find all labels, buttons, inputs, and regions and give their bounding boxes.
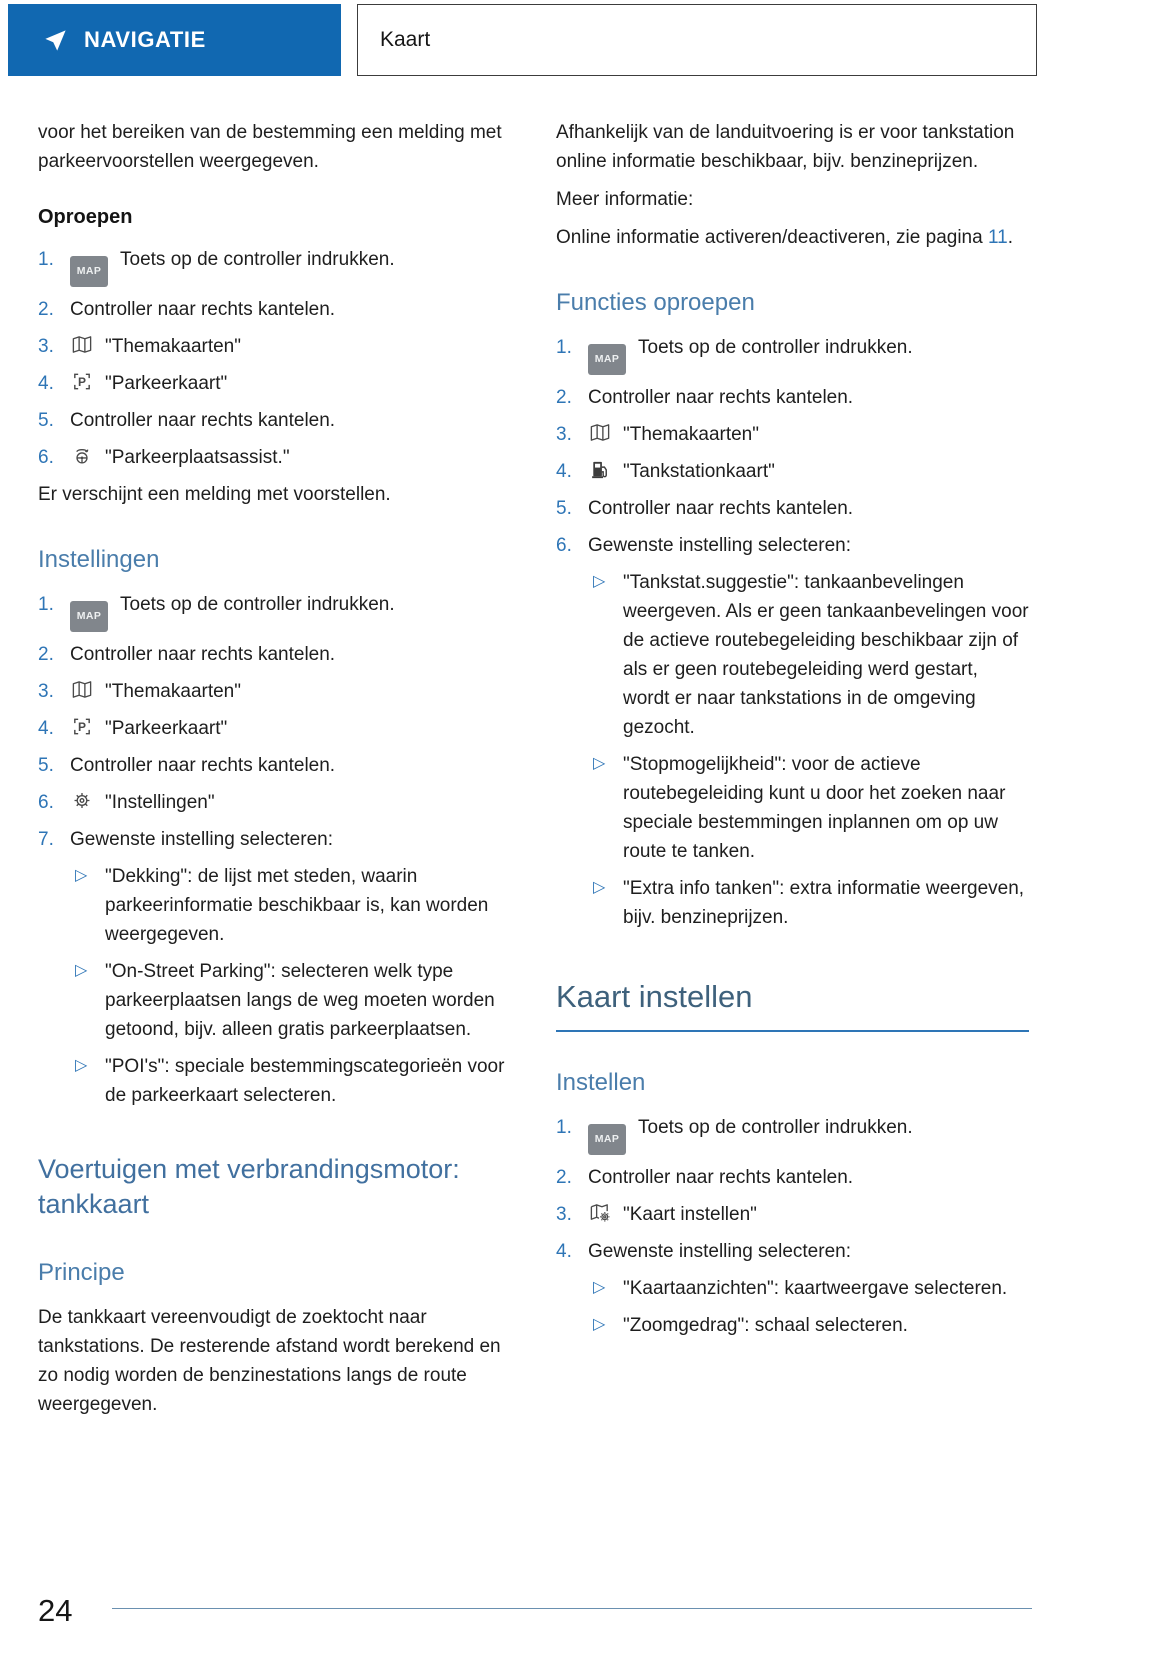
list-number: 6. (38, 792, 54, 813)
list-text: Gewenste instelling selecteren: (588, 1241, 851, 1262)
map-button-icon: MAP (70, 601, 108, 632)
list-text: Controller naar rechts kantelen. (588, 498, 854, 519)
parkeerkaart-icon (70, 370, 94, 393)
functies-list (556, 333, 1029, 932)
bullet-text: "Extra info tanken": extra informatie weergeven, bijv. benzineprijzen. (623, 878, 1025, 928)
online-informatie-paragraph (556, 223, 1029, 252)
list-text: "Parkeerkaart" (105, 718, 228, 739)
list-item (38, 369, 511, 398)
list-text: Controller naar rechts kantelen. (70, 755, 336, 776)
bullet-text: "POI's": speciale bestemmingscategorieën voor de parkeerkaart selecteren. (105, 1056, 505, 1106)
list-number: 5. (38, 410, 54, 431)
list-text: "Kaart instellen" (623, 1204, 757, 1225)
bullet-item (556, 874, 1029, 932)
list-text: Toets op de controller indrukken. (638, 337, 913, 358)
list-item (38, 788, 511, 817)
list-text: "Tankstationkaart" (623, 461, 775, 482)
list-text: Toets op de controller indrukken. (638, 1117, 913, 1138)
list-number: 5. (38, 755, 54, 776)
instellingen-list (38, 590, 511, 1110)
bullet-text: "On-Street Parking": selecteren welk type parkeerplaatsen langs de weg moeten worden getoond, bijv. alleen gratis parkeerplaatsen. (105, 961, 495, 1040)
themakaarten-icon (588, 421, 612, 444)
heading-kaart-instellen: Kaart instellen (556, 978, 1029, 1032)
list-item (556, 494, 1029, 523)
bullet-item (38, 862, 511, 949)
themakaarten-icon (70, 678, 94, 701)
list-text: "Themakaarten" (623, 424, 759, 445)
list-text: "Parkeerplaatsassist." (105, 447, 290, 468)
list-number: 3. (38, 681, 54, 702)
oproepen-list (38, 245, 511, 472)
list-number: 4. (38, 718, 54, 739)
list-item (38, 677, 511, 706)
link-line-after: . (1007, 227, 1013, 248)
bullet-item (38, 957, 511, 1044)
page-reference-link[interactable]: 11 (987, 227, 1008, 248)
list-text: Controller naar rechts kantelen. (70, 299, 336, 320)
list-number: 2. (38, 644, 54, 665)
bullet-text: "Kaartaanzichten": kaartweergave selecteren. (623, 1278, 1008, 1299)
list-item (38, 590, 511, 632)
triangle-bullet-icon: ▷ (593, 879, 606, 896)
principe-paragraph: De tankkaart vereenvoudigt de zoektocht naar tankstations. De resterende afstand wordt berekend en zo nodig worden de benzinestations langs de route weergegeven. (38, 1307, 501, 1415)
bullet-text: "Stopmogelijkheid": voor de actieve routebegeleiding kunt u door het zoeken naar speciale bestemmingen inplannen om op uw route te tanken. (623, 754, 1006, 862)
intro-paragraph: voor het bereiken van de bestemming een melding met parkeervoorstellen weergegeven. (38, 122, 502, 172)
heading-principe: Principe (38, 1259, 125, 1286)
bullet-item (556, 568, 1029, 742)
themakaarten-icon (70, 333, 94, 356)
list-number: 2. (38, 299, 54, 320)
list-number: 6. (38, 447, 54, 468)
bullet-item (556, 1311, 1029, 1340)
intro-paragraph: Afhankelijk van de landuitvoering is er voor tankstation online informatie beschikbaar, bijv. benzineprijzen. (556, 122, 1015, 172)
list-number: 2. (556, 387, 572, 408)
triangle-bullet-icon: ▷ (75, 867, 88, 884)
instellen-list (556, 1113, 1029, 1340)
list-text: Gewenste instelling selecteren: (588, 535, 851, 556)
list-text: Toets op de controller indrukken. (120, 249, 395, 270)
list-item (556, 1163, 1029, 1192)
triangle-bullet-icon: ▷ (593, 755, 606, 772)
bullet-text: "Zoomgedrag": schaal selecteren. (623, 1315, 908, 1336)
page-header (8, 4, 1037, 76)
list-item (38, 443, 511, 472)
list-number: 1. (38, 594, 54, 615)
list-text: Controller naar rechts kantelen. (70, 644, 336, 665)
list-item (38, 406, 511, 435)
link-line-before: Online informatie activeren/deactiveren, zie pagina (556, 227, 988, 248)
instellingen-icon (70, 789, 94, 812)
list-item (38, 640, 511, 669)
list-item (38, 295, 511, 324)
list-text: "Parkeerkaart" (105, 373, 228, 394)
triangle-bullet-icon: ▷ (75, 962, 88, 979)
list-item (556, 1237, 1029, 1266)
list-item (556, 457, 1029, 486)
meer-informatie-paragraph: Meer informatie: (556, 189, 694, 210)
list-number: 1. (556, 1117, 572, 1138)
bullet-item (556, 1274, 1029, 1303)
list-item (38, 332, 511, 361)
list-text: Gewenste instelling selecteren: (70, 829, 333, 850)
list-text: Controller naar rechts kantelen. (70, 410, 336, 431)
bullet-text: "Dekking": de lijst met steden, waarin parkeerinformatie beschikbaar is, kan worden weergegeven. (105, 866, 489, 945)
map-button-icon: MAP (588, 1124, 626, 1155)
list-number: 4. (556, 461, 572, 482)
list-text: Controller naar rechts kantelen. (588, 387, 854, 408)
list-number: 1. (556, 337, 572, 358)
list-number: 3. (556, 1204, 572, 1225)
list-text: Toets op de controller indrukken. (120, 594, 395, 615)
list-item (556, 333, 1029, 375)
list-item (38, 245, 511, 287)
heading-verbrandingsmotor-tankkaart: Voertuigen met verbrandingsmotor: tankkaart (38, 1154, 460, 1219)
list-text: Controller naar rechts kantelen. (588, 1167, 854, 1188)
map-button-icon: MAP (70, 256, 108, 287)
list-number: 4. (38, 373, 54, 394)
kaart-instellen-icon (588, 1201, 612, 1224)
parkeerplaatsassist-icon (70, 444, 94, 467)
bullet-item (556, 750, 1029, 866)
list-number: 1. (38, 249, 54, 270)
page-number: 24 (38, 1593, 73, 1628)
list-item (38, 714, 511, 743)
list-item (556, 383, 1029, 412)
list-number: 5. (556, 498, 572, 519)
right-column (556, 118, 1029, 1428)
list-text: "Instellingen" (105, 792, 215, 813)
heading-oproepen: Oproepen (38, 206, 133, 228)
parkeerkaart-icon (70, 715, 94, 738)
triangle-bullet-icon: ▷ (75, 1057, 88, 1074)
navigation-arrow-icon (42, 27, 69, 54)
list-text: "Themakaarten" (105, 336, 241, 357)
outro-paragraph: Er verschijnt een melding met voorstellen. (38, 484, 391, 505)
section-tab-label: Kaart (380, 28, 431, 51)
triangle-bullet-icon: ▷ (593, 573, 606, 590)
list-item (38, 751, 511, 780)
heading-instellen: Instellen (556, 1069, 646, 1096)
heading-functies-oproepen: Functies oproepen (556, 289, 755, 316)
heading-instellingen: Instellingen (38, 546, 160, 573)
section-tab (357, 4, 1037, 76)
footer-rule (112, 1608, 1032, 1609)
list-number: 4. (556, 1241, 572, 1262)
list-number: 3. (556, 424, 572, 445)
list-item (556, 1200, 1029, 1229)
map-button-icon: MAP (588, 344, 626, 375)
list-number: 7. (38, 829, 54, 850)
list-item (556, 531, 1029, 560)
left-column (38, 118, 511, 1428)
chapter-badge (8, 4, 341, 76)
tankstationkaart-icon (588, 458, 612, 481)
list-item (556, 1113, 1029, 1155)
bullet-text: "Tankstat.suggestie": tankaanbevelingen weergeven. Als er geen tankaanbevelingen voor de actieve routebegeleiding beschikbaar zijn of als er geen routebegeleiding werd gestart, wordt er naar tankstations in de omgeving gezocht. (623, 572, 1029, 738)
triangle-bullet-icon: ▷ (593, 1316, 606, 1333)
triangle-bullet-icon: ▷ (593, 1279, 606, 1296)
list-number: 2. (556, 1167, 572, 1188)
list-item (556, 420, 1029, 449)
list-text: "Themakaarten" (105, 681, 241, 702)
list-number: 6. (556, 535, 572, 556)
list-number: 3. (38, 336, 54, 357)
content (38, 118, 1029, 1428)
list-item (38, 825, 511, 854)
chapter-label: NAVIGATIE (84, 27, 206, 52)
bullet-item (38, 1052, 511, 1110)
